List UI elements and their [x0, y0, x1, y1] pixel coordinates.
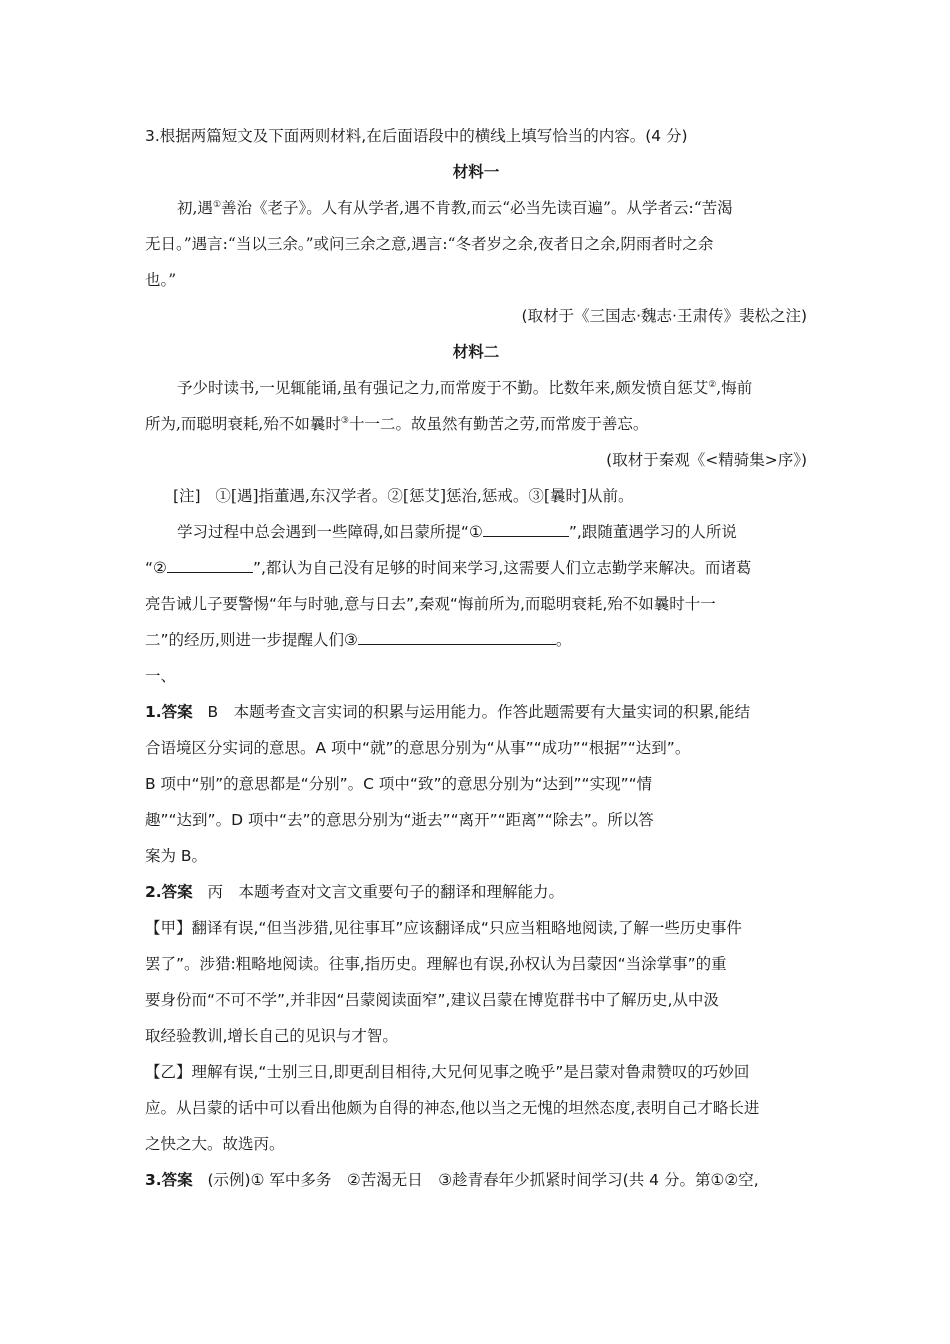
answer-1-line-2: 合语境区分实词的意思。A 项中“就”的意思分别为“从事”“成功”“根据”“达到”。	[145, 739, 691, 757]
paragraph-text: 。	[555, 631, 572, 649]
answer-2-line-6: 【乙】理解有误,“士别三日,即更刮目相待,大兄何见事之晚乎”是吕蒙对鲁肃赞叹的巧妙回	[145, 1063, 750, 1081]
document-page	[145, 118, 807, 1198]
answer-text: B 本题考查文言实词的积累与运用能力。作答此题需要有大量实词的积累,能结	[207, 703, 751, 721]
answer-2-line-5: 取经验教训,增长自己的见识与才智。	[145, 1027, 398, 1045]
answer-text: 丙 本题考查对文言文重要句子的翻译和理解能力。	[207, 883, 564, 901]
material-1-text: 善治《老子》。人有从学者,遇不肯教,而云“必当先读百遍”。从学者云:“苦渴	[221, 199, 733, 217]
answer-label: 1.答案	[145, 703, 193, 721]
answers-section-heading: 一、	[145, 667, 177, 685]
answer-1-line-3: B 项中“别”的意思都是“分别”。C 项中“致”的意思分别为“达到”“实现”“情	[145, 775, 653, 793]
paragraph-text: “②	[145, 559, 167, 577]
fill-paragraph-line-4	[145, 622, 807, 658]
material-1-line-2: 无日。”遇言:“当以三余。”或问三余之意,遇言:“冬者岁之余,夜者日之余,阴雨者时之余	[145, 235, 714, 253]
material-2-text: 所为,而聪明衰耗,殆不如曩时	[145, 415, 341, 433]
blank-2	[167, 555, 253, 573]
paragraph-text: ”,跟随董遇学习的人所说	[568, 523, 737, 541]
material-2-text: 十一二。故虽然有勤苦之劳,而常废于善忘。	[348, 415, 649, 433]
fill-paragraph-line-1	[145, 514, 807, 550]
material-2-text: 予少时读书,一见辄能诵,虽有强记之力,而常废于不勤。比数年来,颇发愤自惩艾	[177, 379, 709, 397]
fill-paragraph-line-2	[145, 550, 807, 586]
footnote-marker: ①	[212, 199, 222, 210]
answer-2-line-7: 应。从吕蒙的话中可以看出他颇为自得的神态,他以当之无愧的坦然态度,表明自己才略长进	[145, 1099, 760, 1117]
answer-1-line-4: 趣”“达到”。D 项中“去”的意思分别为“逝去”“离开”“距离”“除去”。所以答	[145, 811, 654, 829]
answer-2-line-4: 要身份而“不可不学”,并非因“吕蒙阅读面窄”,建议吕蒙在博览群书中了解历史,从中汲	[145, 991, 719, 1009]
note-text: ①[遇]指董遇,东汉学者。②[惩艾]惩治,惩戒。③[曩时]从前。	[215, 487, 634, 505]
material-2-title: 材料二	[452, 343, 500, 361]
paragraph-text: 二”的经历,则进一步提醒人们③	[145, 631, 358, 649]
answer-1-line-1	[145, 694, 807, 730]
note-label: [注]	[173, 487, 201, 505]
material-2-line-2	[145, 406, 807, 442]
material-2-text: ,悔前	[716, 379, 753, 397]
answer-2-line-3: 罢了”。涉猎:粗略地阅读。往事,指历史。理解也有误,孙权认为吕蒙因“当涂掌事”的重	[145, 955, 727, 973]
notes	[145, 478, 807, 514]
material-1-title: 材料一	[452, 163, 500, 181]
material-1-line-3: 也。”	[145, 271, 177, 289]
answer-2-line-2: 【甲】翻译有误,“但当涉猎,见往事耳”应该翻译成“只应当粗略地阅读,了解一些历史事件	[145, 919, 742, 937]
paragraph-text: ”,都认为自己没有足够的时间来学习,这需要人们立志勤学来解决。而诸葛	[252, 559, 752, 577]
question-3-prompt: 3.根据两篇短文及下面两则材料,在后面语段中的横线上填写恰当的内容。(4 分)	[145, 127, 688, 145]
paragraph-text: 学习过程中总会遇到一些障碍,如吕蒙所提“①	[177, 523, 483, 541]
material-1-line-1	[145, 190, 807, 226]
answer-label: 3.答案	[145, 1171, 193, 1189]
answer-2-line-8: 之快之大。故选丙。	[145, 1135, 285, 1153]
fill-paragraph-line-3: 亮告诫儿子要警惕“年与时驰,意与日去”,秦观“悔前所为,而聪明衰耗,殆不如曩时十一	[145, 595, 716, 613]
blank-1	[483, 519, 569, 537]
answer-2-line-1	[145, 874, 807, 910]
material-1-text: 初,遇	[177, 199, 213, 217]
blank-3	[358, 627, 556, 645]
material-2-line-1	[145, 370, 807, 406]
answer-label: 2.答案	[145, 883, 193, 901]
material-1-source: (取材于《三国志·魏志·王肃传》裴松之注)	[521, 307, 807, 325]
material-2-source: (取材于秦观《<精骑集>序》)	[606, 451, 807, 469]
answer-text: (示例)① 军中多务 ②苦渴无日 ③趁青春年少抓紧时间学习(共 4 分。第①②空,	[207, 1171, 759, 1189]
footnote-marker: ③	[340, 415, 349, 426]
footnote-marker: ②	[708, 379, 717, 390]
answer-3-line-1	[145, 1162, 807, 1198]
answer-1-line-5: 案为 B。	[145, 847, 208, 865]
